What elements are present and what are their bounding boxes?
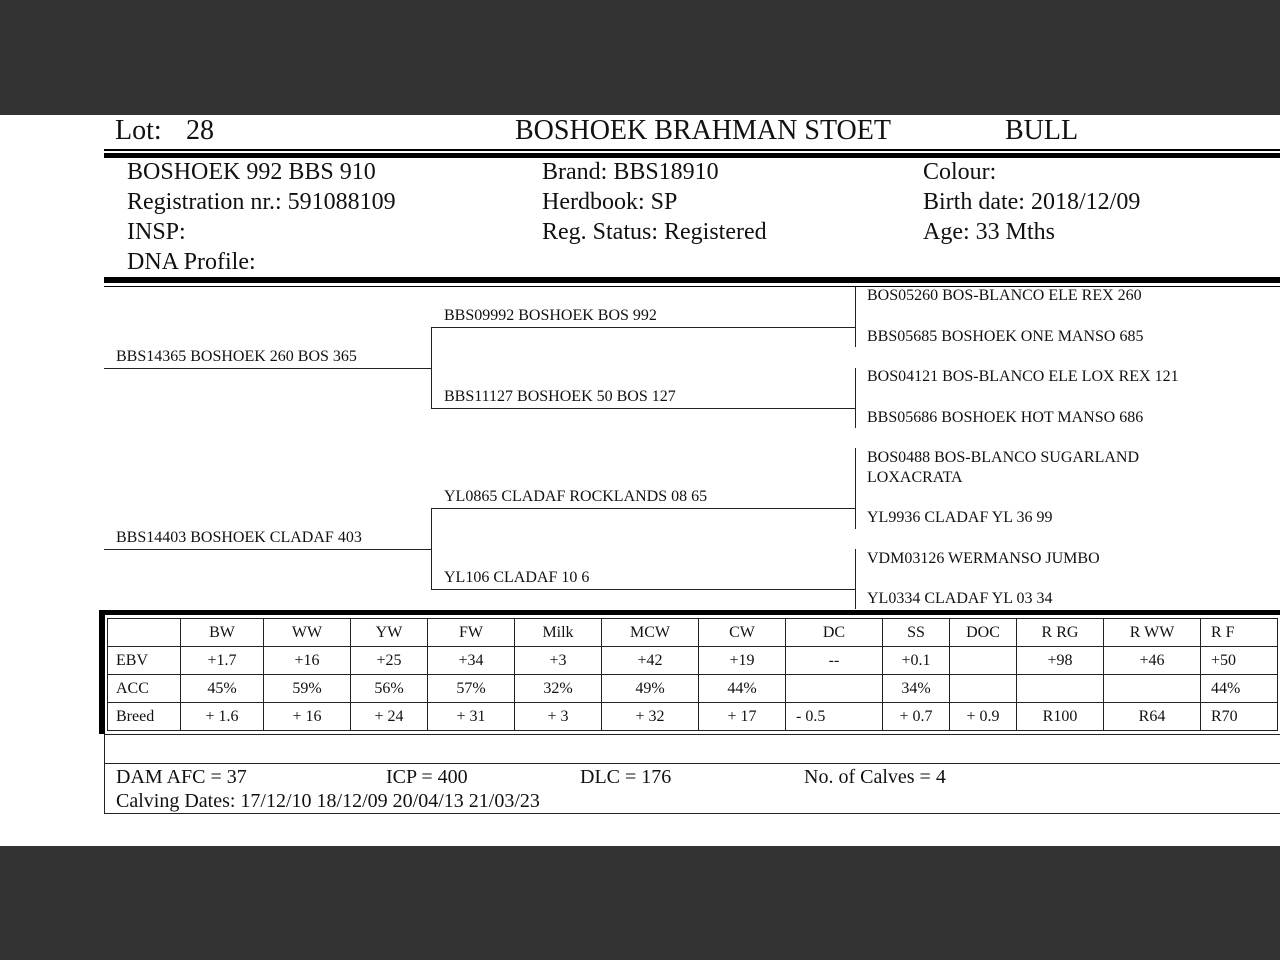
pedigree-sire-sire: BBS09992 BOSHOEK BOS 992 [444,307,657,324]
animal-sex: BULL [1005,115,1079,146]
dam-bracket [431,508,432,590]
gg-bracket-4 [855,549,856,609]
ebv-cell: +42 [602,647,699,675]
birth-date-field: Birth date: 2018/12/09 [923,189,1141,215]
table-header-row [108,619,1278,647]
dam-line [104,549,432,550]
herdbook-field: Herdbook: SP [542,189,678,215]
colour-field: Colour: [923,159,997,185]
header-rule-thick [104,153,1280,158]
pedigree-gg-5: BOS0488 BOS-BLANCO SUGARLAND [867,449,1140,466]
table-row-ebv [108,647,1278,675]
dlc-value: DLC = 176 [580,766,672,788]
breed-cell: + 31 [428,703,515,731]
pedigree-gg-7: VDM03126 WERMANSO JUMBO [867,550,1100,567]
lot-label: Lot: [115,115,162,146]
ebv-cell: +34 [428,647,515,675]
breed-cell: + 24 [351,703,428,731]
breed-cell: R70 [1201,703,1278,731]
ebv-cell: +0.1 [883,647,950,675]
row-label: ACC [108,675,181,703]
header-milk: Milk [515,619,602,647]
header-r-ww: R WW [1104,619,1201,647]
table-row-acc [108,675,1278,703]
table-left-rule [99,610,105,734]
header-ww: WW [264,619,351,647]
ebv-cell: -- [786,647,883,675]
acc-cell [1104,675,1201,703]
pedigree-dam: BBS14403 BOSHOEK CLADAF 403 [116,529,362,546]
sire-dam-line [431,408,855,409]
dam-afc: DAM AFC = 37 [116,766,247,788]
acc-cell: 32% [515,675,602,703]
pedigree-gg-6: YL9936 CLADAF YL 36 99 [867,509,1053,526]
acc-cell [950,675,1017,703]
breed-cell: + 32 [602,703,699,731]
header-mcw: MCW [602,619,699,647]
insp-field: INSP: [127,219,186,245]
sire-line [104,368,432,369]
breed-cell: - 0.5 [786,703,883,731]
pedigree-gg-8: YL0334 CLADAF YL 03 34 [867,590,1053,607]
info-rule-thick [104,277,1280,283]
acc-cell [786,675,883,703]
ebv-cell: +1.7 [181,647,264,675]
icp-value: ICP = 400 [386,766,468,788]
table-top-rule [99,610,1280,615]
breed-cell: + 16 [264,703,351,731]
animal-name: BOSHOEK 992 BBS 910 [127,159,376,185]
ebv-cell [950,647,1017,675]
breed-cell: R64 [1104,703,1201,731]
breed-cell: + 1.6 [181,703,264,731]
header-dc: DC [786,619,883,647]
breed-cell: + 3 [515,703,602,731]
ebv-cell: +25 [351,647,428,675]
acc-cell: 45% [181,675,264,703]
reg-status-field: Reg. Status: Registered [542,219,767,245]
ebv-cell: +19 [699,647,786,675]
pedigree-dam-sire: YL0865 CLADAF ROCKLANDS 08 65 [444,488,708,505]
acc-cell: 44% [699,675,786,703]
pedigree-sire: BBS14365 BOSHOEK 260 BOS 365 [116,348,357,365]
dam-dam-line [431,589,855,590]
row-label: EBV [108,647,181,675]
pedigree-dam-dam: YL106 CLADAF 10 6 [444,569,590,586]
table-row-breed [108,703,1278,731]
ebv-cell: +50 [1201,647,1278,675]
header-r-f: R F [1201,619,1278,647]
acc-cell: 59% [264,675,351,703]
pedigree-gg-2: BBS05685 BOSHOEK ONE MANSO 685 [867,328,1144,345]
header-doc: DOC [950,619,1017,647]
pedigree-gg-5b: LOXACRATA [867,469,963,486]
breed-cell: + 17 [699,703,786,731]
header-corner [108,619,181,647]
lot-catalogue-page [0,115,1280,846]
acc-cell [1017,675,1104,703]
header-cw: CW [699,619,786,647]
pedigree-gg-1: BOS05260 BOS-BLANCO ELE REX 260 [867,287,1142,304]
gg-bracket-2 [855,368,856,428]
acc-cell: 34% [883,675,950,703]
pedigree-gg-4: BBS05686 BOSHOEK HOT MANSO 686 [867,409,1144,426]
calving-dates: Calving Dates: 17/12/10 18/12/09 20/04/13 21/03/23 [116,790,540,812]
acc-cell: 57% [428,675,515,703]
ebv-cell: +16 [264,647,351,675]
ebv-cell: +46 [1104,647,1201,675]
acc-cell: 44% [1201,675,1278,703]
header-yw: YW [351,619,428,647]
acc-cell: 49% [602,675,699,703]
row-label: Breed [108,703,181,731]
ebv-table [107,618,1278,731]
breeder-name: BOSHOEK BRAHMAN STOET [515,115,891,146]
lot-number: 28 [186,115,214,146]
gg-bracket-1 [855,287,856,347]
sire-bracket [431,327,432,409]
dam-sire-line [431,508,855,509]
pedigree-sire-dam: BBS11127 BOSHOEK 50 BOS 127 [444,388,676,405]
footer-divider [104,763,1280,764]
age-field: Age: 33 Mths [923,219,1055,245]
pedigree-gg-3: BOS04121 BOS-BLANCO ELE LOX REX 121 [867,368,1179,385]
sire-sire-line [431,327,855,328]
header-fw: FW [428,619,515,647]
acc-cell: 56% [351,675,428,703]
calves-count: No. of Calves = 4 [804,766,946,788]
brand-field: Brand: BBS18910 [542,159,719,185]
breed-cell: + 0.9 [950,703,1017,731]
ebv-cell: +98 [1017,647,1104,675]
registration-number: Registration nr.: 591088109 [127,189,396,215]
breed-cell: + 0.7 [883,703,950,731]
header-rule-thin [104,149,1280,151]
header-ss: SS [883,619,950,647]
header-r-rg: R RG [1017,619,1104,647]
gg-bracket-3 [855,448,856,529]
header-bw: BW [181,619,264,647]
ebv-cell: +3 [515,647,602,675]
dna-profile-field: DNA Profile: [127,249,256,275]
breed-cell: R100 [1017,703,1104,731]
